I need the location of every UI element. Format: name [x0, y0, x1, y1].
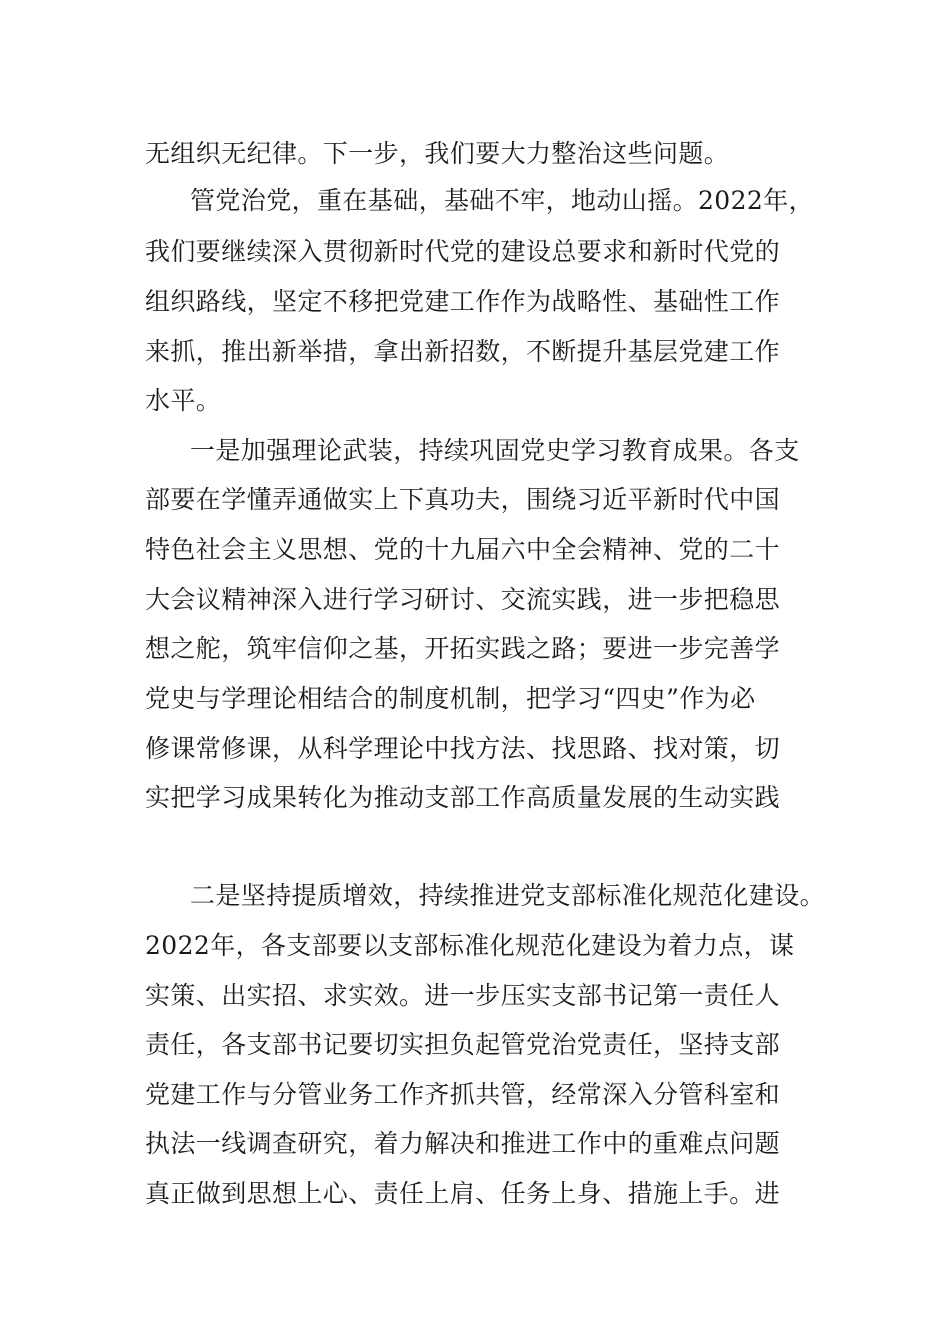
- paragraph-start-line: 二是坚持提质增效，持续推进党支部标准化规范化建设。: [190, 881, 826, 910]
- text-line: 来抓，推出新举措，拿出新招数，不断提升基层党建工作: [145, 337, 781, 366]
- text-line: 我们要继续深入贯彻新时代党的建设总要求和新时代党的: [145, 237, 781, 266]
- text-line: 实策、出实招、求实效。进一步压实支部书记第一责任人: [145, 981, 781, 1010]
- text-line: 特色社会主义思想、党的十九届六中全会精神、党的二十: [145, 535, 781, 564]
- text-line: 大会议精神深入进行学习研讨、交流实践，进一步把稳思: [145, 585, 781, 614]
- text-line: 党建工作与分管业务工作齐抓共管，经常深入分管科室和: [145, 1080, 781, 1109]
- text-line: 执法一线调查研究，着力解决和推进工作中的重难点问题: [145, 1129, 781, 1158]
- text-line: 组织路线，坚定不移把党建工作作为战略性、基础性工作: [145, 287, 781, 316]
- text-line: 想之舵，筑牢信仰之基，开拓实践之路；要进一步完善学: [145, 634, 781, 663]
- paragraph-start-line: 一是加强理论武装，持续巩固党史学习教育成果。各支: [190, 436, 800, 465]
- text-line: 部要在学懂弄通做实上下真功夫，围绕习近平新时代中国: [145, 485, 781, 514]
- text-line: 水平。: [145, 386, 222, 415]
- text-line: 党史与学理论相结合的制度机制，把学习“四史”作为必: [145, 684, 756, 713]
- paragraph-start-line: 管党治党，重在基础，基础不牢，地动山摇。2022年，: [190, 186, 815, 215]
- text-line: 责任，各支部书记要切实担负起管党治党责任，坚持支部: [145, 1030, 781, 1059]
- text-line: 2022年，各支部要以支部标准化规范化建设为着力点，谋: [145, 931, 795, 960]
- text-line: 实把学习成果转化为推动支部工作高质量发展的生动实践: [145, 783, 781, 812]
- text-line: 真正做到思想上心、责任上肩、任务上身、措施上手。进: [145, 1179, 781, 1208]
- text-line: 无组织无纪律。下一步，我们要大力整治这些问题。: [145, 139, 730, 168]
- text-line: 修课常修课，从科学理论中找方法、找思路、找对策，切: [145, 734, 781, 763]
